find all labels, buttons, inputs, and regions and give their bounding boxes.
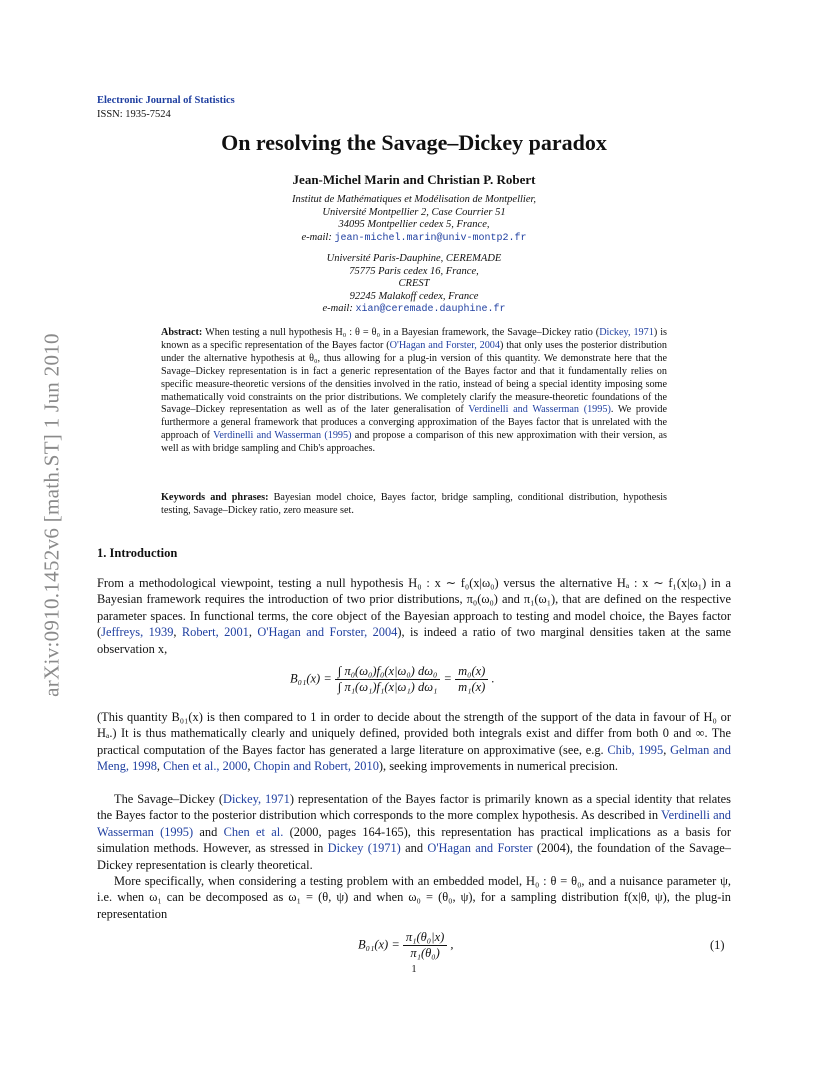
keywords: [161, 492, 667, 518]
denominator: ∫ π₁(ω₁)f₁(x|ω₁) dω₁: [337, 680, 438, 694]
email-label: e-mail:: [301, 231, 332, 243]
separator: ,: [248, 625, 258, 640]
citation-link[interactable]: Dickey, 1971: [599, 327, 654, 338]
email-link[interactable]: jean-michel.marin@univ-montp2.fr: [334, 232, 527, 244]
fraction: [455, 664, 488, 695]
authors: Jean-Michel Marin and Christian P. Robert: [292, 172, 536, 187]
separator: ,: [247, 759, 254, 774]
denominator: m₁(x): [458, 680, 486, 694]
affiliation-line: Université Montpellier 2, Case Courrier 51: [322, 206, 506, 218]
paragraph: [97, 575, 731, 657]
paragraph-text: From a methodological viewpoint, testing a null hypothesis H₀ : x ∼ f₀(x|ω₀) versus the alternative Hₐ : x ∼ f₁(x|ω₁) in a Bayesian framework requires the introduction of two prior distributions, π₀(ω₀) and π₁(ω₁), that are defined on the respective parameter spaces. In functional terms, the core object of the Bayesian approach to testing and model choice, the Bayes factor (: [97, 576, 731, 640]
citation-link[interactable]: Chopin and Robert, 2010: [253, 759, 379, 774]
journal-name[interactable]: Electronic Journal of Statistics: [97, 95, 235, 106]
affiliation-1: [0, 194, 828, 245]
paragraph-text: (This quantity B₀₁(x) is then compared to 1 in order to decide about the strength of the support of the data in favour of H₀ or Hₐ.) It is thus mathematically clearly and uniquely defined, provided both integrals exist and differ from both 0 and ∞. The practical computation of the Bayes factor has generated a large literature on approximative (see, e.g.: [97, 710, 731, 757]
eq-lhs: B₀₁(x) =: [358, 937, 400, 952]
abstract-label: Abstract:: [161, 327, 203, 338]
paragraph: More specifically, when considering a testing problem with an embedded model, H₀ : θ = θ₀, and a nuisance parameter ψ, i.e. when ω₁ can be decomposed as ω₁ = (θ, ψ) and when ω₀ = (θ₀, ψ), for a sampling distribution f(x|θ, ψ), the plug-in representation: [97, 874, 731, 921]
affiliation-line: Institut de Mathématiques et Modélisation de Montpellier,: [291, 194, 537, 205]
fraction: [403, 930, 447, 961]
paragraph: [97, 709, 731, 775]
arxiv-stamp: arXiv:0910.1452v6 [math.ST] 1 Jun 2010: [39, 333, 64, 697]
eq-end: ,: [450, 937, 454, 952]
citation-link[interactable]: Verdinelli and Wasserman (1995): [468, 404, 611, 416]
eq-equals: =: [443, 671, 452, 686]
keywords-label: Keywords and phrases:: [161, 492, 269, 503]
fraction: [335, 664, 441, 695]
page-number: 1: [411, 964, 417, 975]
paper-title: On resolving the Savage–Dickey paradox: [221, 130, 607, 155]
denominator: π₁(θ₀): [410, 946, 440, 960]
abstract-text: . We provide furthermore a general framework that produces a converging approximation of the Bayes factor that is unrelated with the approach of: [161, 404, 667, 442]
citation-link[interactable]: Chen et al., 2000: [163, 759, 248, 774]
keywords-text: Bayesian model choice, Bayes factor, bridge sampling, conditional distribution, hypothesis testing, Savage–Dickey ratio, zero measure set.: [161, 492, 668, 516]
affiliation-line: 92245 Malakoff cedex, France: [349, 290, 479, 302]
paragraph-text: ) representation of the Bayes factor is primarily known as a special identity that relates the Bayes factor to the posterior distribution which corresponds to the more complex hypothesis. As described in: [97, 792, 731, 823]
paragraph-text: and: [193, 824, 224, 839]
numerator: ∫ π₀(ω₀)f₀(x|ω₀) dω₀: [335, 664, 441, 680]
numerator: m₀(x): [455, 664, 488, 680]
paragraph: [97, 791, 731, 873]
citation-link[interactable]: O'Hagan and Forster, 2004: [389, 339, 500, 351]
issn: ISSN: 1935-7524: [97, 109, 171, 120]
citation-link[interactable]: O'Hagan and Forster, 2004: [257, 625, 398, 640]
equation-number: (1): [710, 938, 725, 952]
affiliation-line: 75775 Paris cedex 16, France,: [349, 265, 479, 277]
abstract: [161, 327, 667, 456]
separator: ,: [663, 742, 671, 757]
citation-link[interactable]: O'Hagan and Forster: [427, 841, 533, 856]
numerator: π₁(θ₀|x): [403, 930, 447, 946]
abstract-text: and propose a comparison of this new approximation with their version, as well as with bridge sampling and Chib's approaches.: [161, 430, 667, 455]
separator: ,: [156, 759, 164, 774]
paragraph-text: and: [400, 841, 428, 856]
email-line: [0, 232, 828, 246]
affiliation-line: Université Paris-Dauphine, CEREMADE: [326, 253, 502, 264]
abstract-text: ) is known as a specific representation of the Bayes factor (: [161, 327, 667, 351]
equation-savage-dickey: [358, 930, 454, 961]
affiliation-line: CREST: [398, 278, 430, 290]
eq-lhs: B₀₁(x) =: [290, 671, 332, 686]
email-line: [0, 303, 828, 317]
affiliation-line: 34095 Montpellier cedex 5, France,: [338, 219, 490, 231]
eq-end: .: [491, 671, 495, 686]
citation-link[interactable]: Dickey, 1971: [223, 792, 290, 806]
paragraph-text: ), seeking improvements in numerical precision.: [378, 759, 619, 774]
affiliation-2: [0, 253, 828, 317]
citation-link[interactable]: Chen et al.: [223, 824, 284, 839]
email-label: e-mail:: [322, 303, 353, 315]
abstract-text: When testing a null hypothesis H₀ : θ = θ₀ in a Bayesian framework, the Savage–Dickey ratio (: [205, 327, 600, 338]
email-link[interactable]: xian@ceremade.dauphine.fr: [355, 304, 506, 316]
citation-link[interactable]: Robert, 2001: [181, 625, 249, 640]
equation-bayes-factor: [290, 664, 495, 695]
citation-link[interactable]: Verdinelli and Wasserman (1995): [213, 430, 352, 442]
citation-link[interactable]: Jeffreys, 1939: [101, 625, 174, 640]
paragraph-text: ), is indeed a ratio of two marginal densities taken at the same observation x,: [97, 625, 732, 656]
paragraph-text: (2000, pages 164-165), this representation has practical implications as a basis for simulation methods. However, as stressed in: [97, 824, 731, 856]
separator: ,: [173, 625, 182, 640]
citation-link[interactable]: Chib, 1995: [607, 742, 664, 757]
paragraph-text: The Savage–Dickey (: [114, 792, 224, 806]
abstract-text: ) that only uses the posterior distribution under the alternative hypothesis at θ₀, thus allowing for a plug-in version of this quantity. We demonstrate here that the Savage–Dickey representation is in fact a generic representation of the Bayes factor and that it fundamentally relies on specific measure-theoretic versions of the densities involved in the ratio, instead of being a special identity imposing some mathematically void constraints on the prior distributions. We completely clarify the measure-theoretic foundations of the Savage–Dickey representation as well as of the later generalisation of: [161, 339, 667, 416]
citation-link[interactable]: Verdinelli and Wasserman (1995): [97, 808, 731, 839]
paragraph-text: (2004), the foundation of the Savage–Dickey representation is clearly theoretical.: [97, 841, 731, 872]
citation-link[interactable]: Dickey (1971): [327, 841, 401, 856]
section-heading: 1. Introduction: [97, 546, 178, 560]
citation-link[interactable]: Gelman and Meng, 1998: [97, 742, 731, 774]
